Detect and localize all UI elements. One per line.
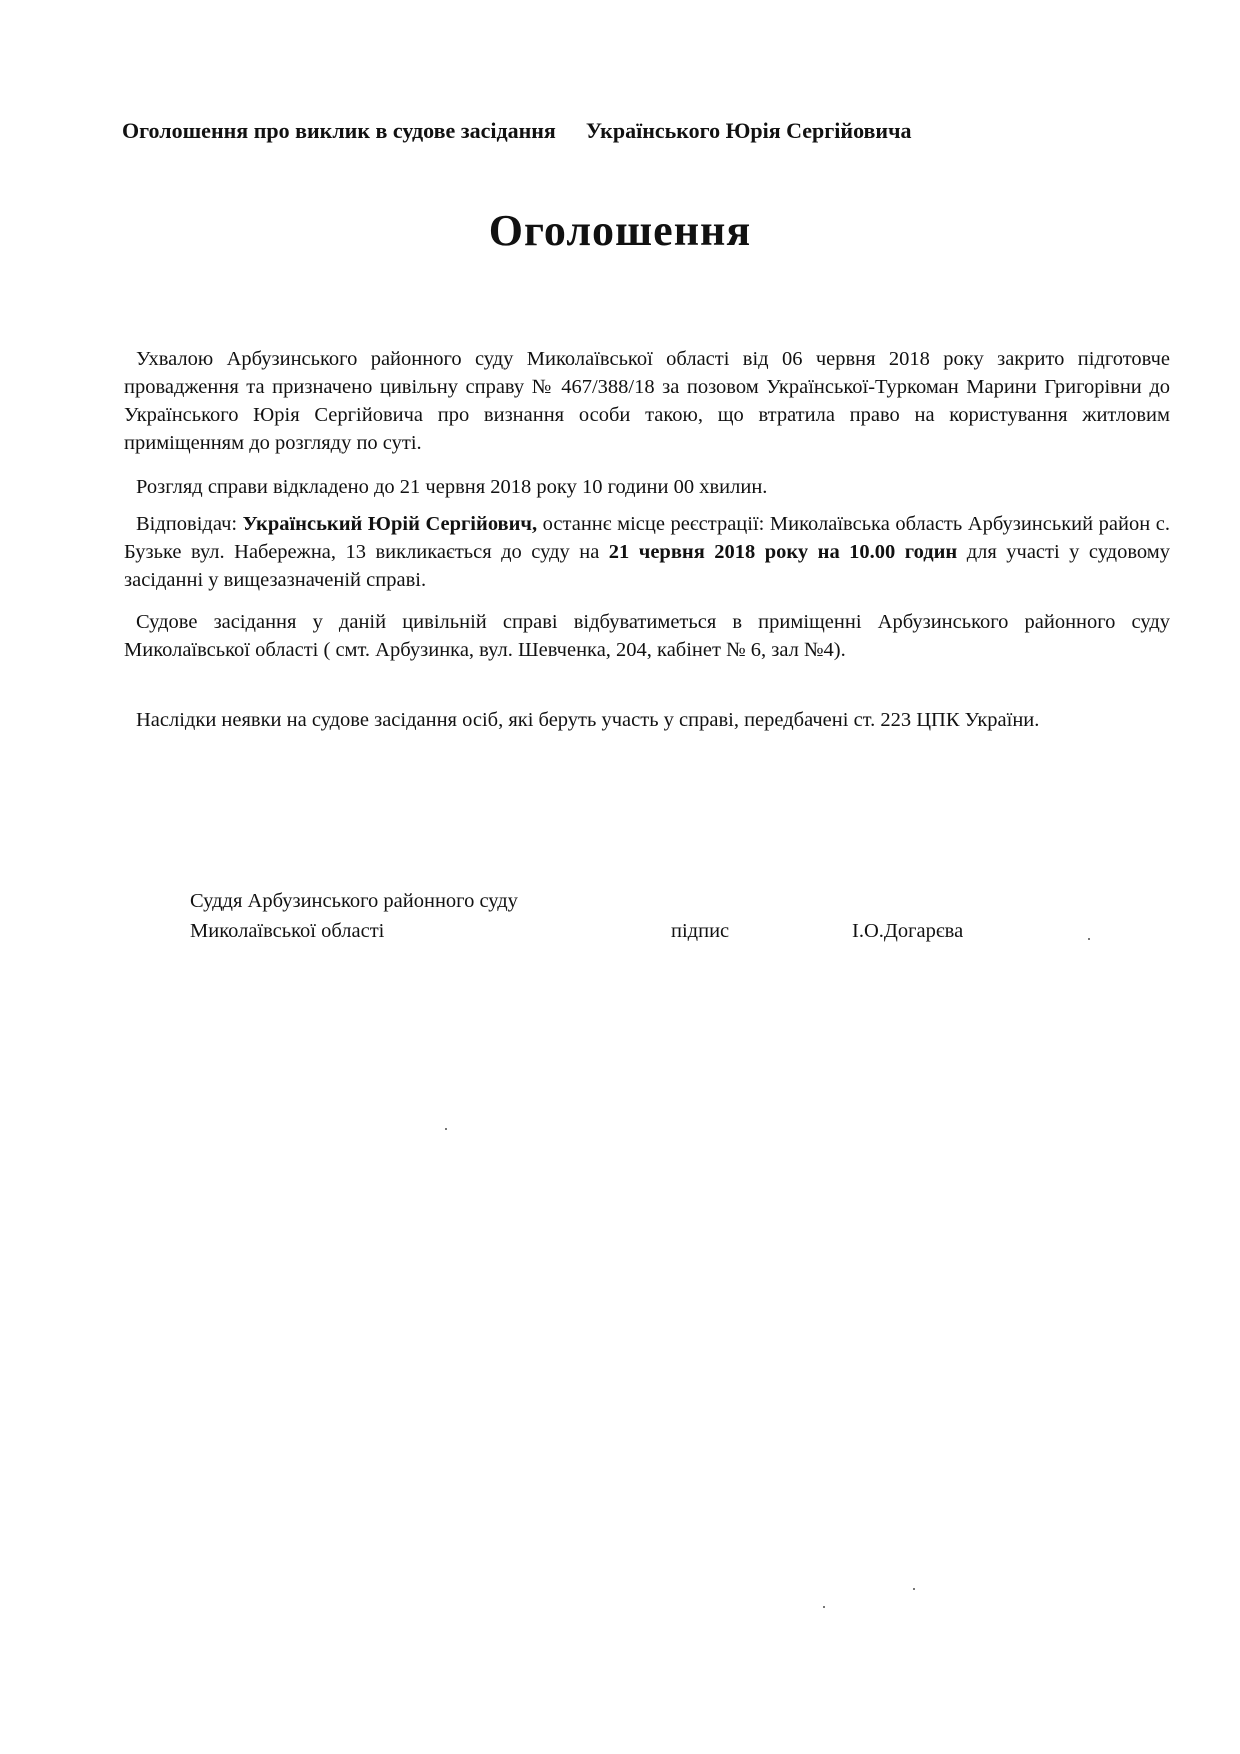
scan-speck: [1088, 938, 1090, 940]
paragraph-postponement: Розгляд справи відкладено до 21 червня 2018 року 10 години 00 хвилин.: [136, 476, 768, 498]
defendant-label: Відповідач:: [136, 513, 243, 535]
defendant-purpose: для участі у судовому засіданні у вищезазначеній справі.: [124, 541, 1170, 591]
header-subject: Оголошення про виклик в судове засідання: [122, 118, 556, 143]
judge-position-line2: Миколаївської області: [190, 920, 385, 942]
paragraph-defendant: [124, 510, 1170, 594]
paragraph-ruling: Ухвалою Арбузинського районного суду Миколаївської області від 06 червня 2018 року закрито підготовче провадження та призначено цивільну справу № 467/388/18 за позовом Української-Туркоман Марини Григорівни до Українського Юрія Сергійовича про визнання особи такою, що втратила право на користування житловим приміщенням до розгляду по суті.: [124, 348, 1170, 454]
scan-speck: [913, 1588, 915, 1590]
document-title: Оголошення: [488, 206, 752, 255]
header-person: Українського Юрія Сергійовича: [585, 118, 912, 143]
scan-speck: [823, 1606, 825, 1608]
defendant-name: Український Юрій Сергійович,: [242, 513, 538, 535]
hearing-date: 21 червня 2018 року на 10.00 годин: [608, 541, 958, 563]
paragraph-consequences: Наслідки неявки на судове засідання осіб, які беруть участь у справі, передбачені ст. 223 ЦПК України.: [136, 709, 1040, 731]
paragraph-location: Судове засідання у даній цивільній справі відбуватиметься в приміщенні Арбузинського районного суду Миколаївської області ( смт. Арбузинка, вул. Шевченка, 204, кабінет № 6, зал №4).: [124, 611, 1170, 661]
signature-label: підпис: [671, 920, 730, 942]
scan-speck: [445, 1128, 447, 1130]
judge-position-line1: Суддя Арбузинського районного суду: [190, 890, 518, 912]
judge-name: І.О.Догарєва: [852, 920, 964, 942]
defendant-address: останнє місце реєстрації: Миколаївська область Арбузинський район с. Бузьке вул. Набережна, 13 викликається до суду на: [124, 513, 1170, 563]
document-header: [122, 118, 1172, 144]
